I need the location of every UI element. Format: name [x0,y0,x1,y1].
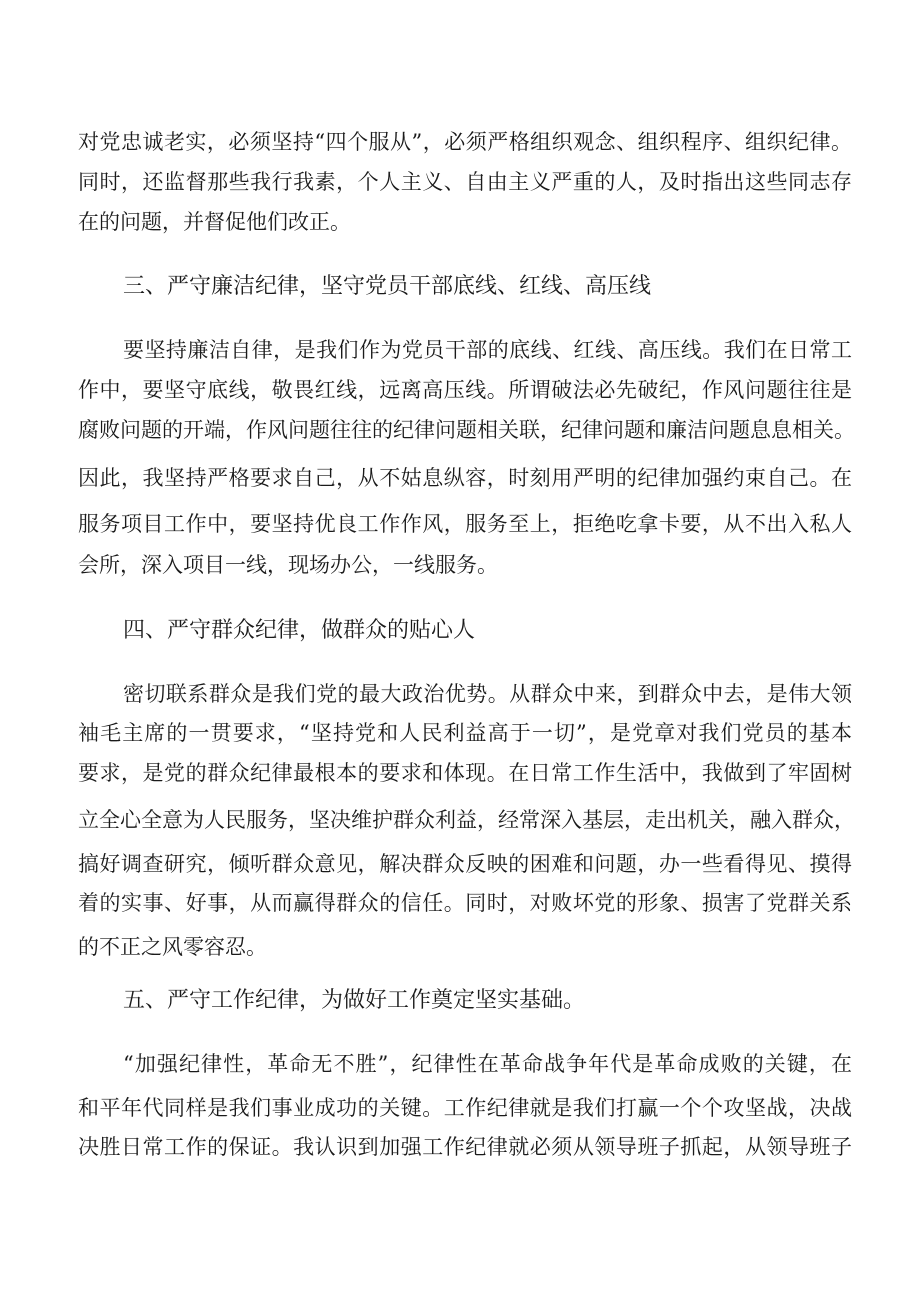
paragraph-line: 着的实事、好事，从而赢得群众的信任。同时，对败坏党的形象、损害了党群关系 [78,891,852,915]
paragraph-line: 搞好调查研究，倾听群众意见，解决群众反映的困难和问题，办一些看得见、摸得 [78,852,852,876]
paragraph-line: 在的问题，并督促他们改正。 [78,210,351,234]
paragraph-line: 腐败问题的开端，作风问题往往的纪律问题相关联，纪律问题和廉洁问题息息相关。 [78,418,855,442]
paragraph-line: 作中，要坚守底线，敬畏红线，远离高压线。所谓破法必先破纪，作风问题往往是 [78,378,852,402]
paragraph-line: 要坚持廉洁自律，是我们作为党员干部的底线、红线、高压线。我们在日常工 [123,338,852,362]
paragraph-line: “加强纪律性，革命无不胜”，纪律性在革命战争年代是革命成败的关键，在 [123,1052,852,1076]
paragraph-line: 密切联系群众是我们党的最大政治优势。从群众中来，到群众中去，是伟大领 [123,682,852,706]
paragraph-line: 会所，深入项目一线，现场办公，一线服务。 [78,553,498,577]
section-heading-3: 三、严守廉洁纪律，坚守党员干部底线、红线、高压线 [123,274,652,299]
paragraph-line: 因此，我坚持严格要求自己，从不姑息纵容，时刻用严明的纪律加强约束自己。在 [78,466,852,490]
paragraph-line: 对党忠诚老实，必须坚持“四个服从”，必须严格组织观念、组织程序、组织纪律。 [78,130,852,154]
paragraph-line: 要求，是党的群众纪律最根本的要求和体现。在日常工作生活中，我做到了牢固树 [78,761,852,785]
paragraph-line: 立全心全意为人民服务，坚决维护群众利益，经常深入基层，走出机关，融入群众， [78,808,855,832]
section-heading-4: 四、严守群众纪律，做群众的贴心人 [123,618,476,643]
paragraph-line: 袖毛主席的一贯要求，“坚持党和人民利益高于一切”，是党章对我们党员的基本 [78,721,852,745]
paragraph-line: 同时，还监督那些我行我素，个人主义、自由主义严重的人，及时指出这些同志存 [78,170,852,194]
paragraph-line: 和平年代同样是我们事业成功的关键。工作纪律就是我们打赢一个个攻坚战，决战 [78,1096,852,1120]
paragraph-line: 的不正之风零容忍。 [78,935,267,959]
section-heading-5: 五、严守工作纪律，为做好工作奠定坚实基础。 [123,988,586,1013]
paragraph-line: 决胜日常工作的保证。我认识到加强工作纪律就必须从领导班子抓起，从领导班子 [78,1135,852,1159]
paragraph-line: 服务项目工作中，要坚持优良工作作风，服务至上，拒绝吃拿卡要，从不出入私人 [78,512,852,536]
